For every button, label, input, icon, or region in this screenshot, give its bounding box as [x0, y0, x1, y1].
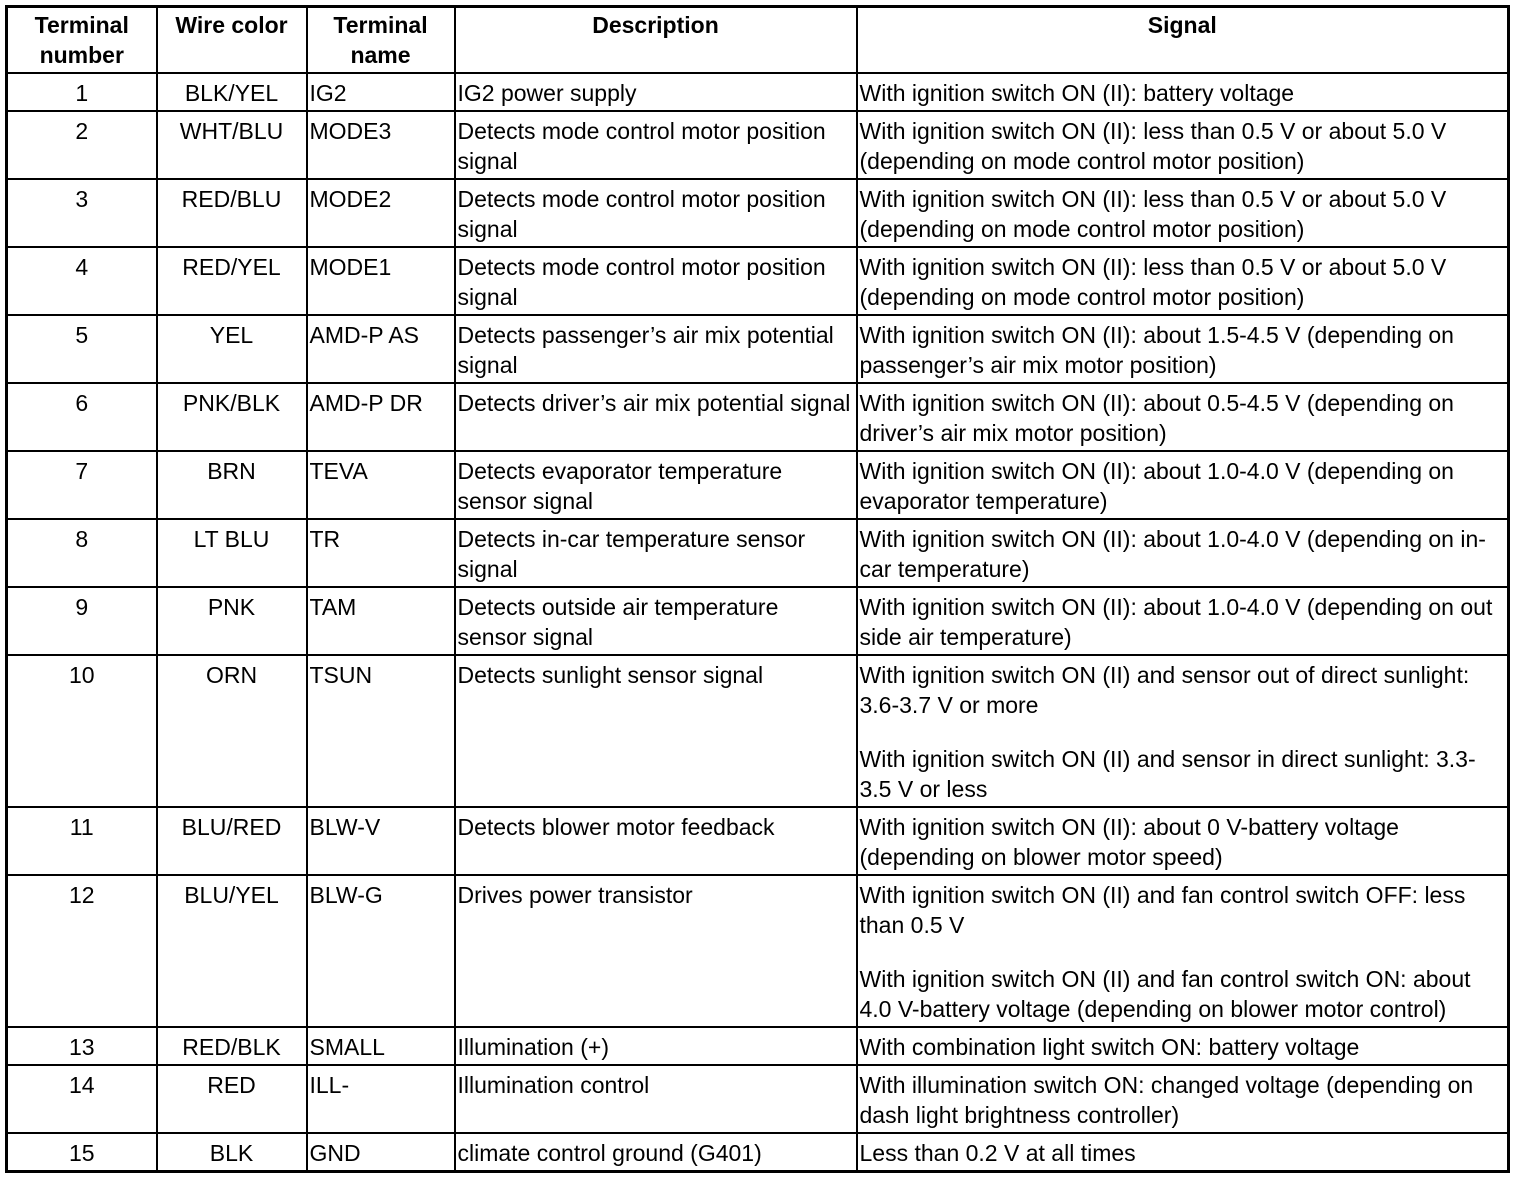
- description-cell: Detects blower motor feedback: [455, 807, 857, 875]
- wire-color-cell: BLU/RED: [157, 807, 307, 875]
- terminal-name-cell: TSUN: [307, 655, 455, 807]
- table-row: [7, 519, 1509, 587]
- table-row: [7, 655, 1509, 807]
- description-cell: Drives power transistor: [455, 875, 857, 1027]
- terminal-name-cell: TR: [307, 519, 455, 587]
- signal-paragraph: With ignition switch ON (II): about 0.5-4.5 V (depending on driver’s air mix motor position): [859, 390, 1454, 446]
- terminal-name-cell: MODE3: [307, 111, 455, 179]
- table-row: [7, 315, 1509, 383]
- terminal-name-cell: TAM: [307, 587, 455, 655]
- wire-color-cell: YEL: [157, 315, 307, 383]
- terminal-name-cell: MODE2: [307, 179, 455, 247]
- terminal-name-cell: BLW-V: [307, 807, 455, 875]
- header-terminal-name: Terminal name: [307, 7, 455, 74]
- table-row: [7, 111, 1509, 179]
- terminal-number-cell: 8: [7, 519, 157, 587]
- table-row: [7, 1027, 1509, 1065]
- signal-cell: [857, 315, 1509, 383]
- description-cell: Detects sunlight sensor signal: [455, 655, 857, 807]
- terminal-number-cell: 7: [7, 451, 157, 519]
- wire-color-cell: RED/YEL: [157, 247, 307, 315]
- signal-paragraph: With ignition switch ON (II): less than 0.5 V or about 5.0 V (depending on mode control motor position): [859, 254, 1447, 310]
- table-row: [7, 1065, 1509, 1133]
- table-row: [7, 247, 1509, 315]
- description-cell: Detects in-car temperature sensor signal: [455, 519, 857, 587]
- header-description: Description: [455, 7, 857, 74]
- signal-paragraph: With combination light switch ON: battery voltage: [859, 1034, 1360, 1060]
- signal-cell: [857, 1133, 1509, 1172]
- signal-cell: [857, 655, 1509, 807]
- terminal-number-cell: 12: [7, 875, 157, 1027]
- signal-paragraph: Less than 0.2 V at all times: [859, 1140, 1136, 1166]
- signal-cell: [857, 247, 1509, 315]
- header-wire-color: Wire color: [157, 7, 307, 74]
- terminal-name-cell: IG2: [307, 73, 455, 111]
- terminal-name-cell: TEVA: [307, 451, 455, 519]
- header-row: [7, 7, 1509, 74]
- signal-paragraph: With illumination switch ON: changed voltage (depending on dash light brightness controller): [859, 1072, 1474, 1128]
- wire-color-cell: RED/BLU: [157, 179, 307, 247]
- description-cell: Detects driver’s air mix potential signal: [455, 383, 857, 451]
- wire-color-cell: LT BLU: [157, 519, 307, 587]
- terminal-name-cell: GND: [307, 1133, 455, 1172]
- signal-cell: [857, 111, 1509, 179]
- description-cell: climate control ground (G401): [455, 1133, 857, 1172]
- terminal-number-cell: 10: [7, 655, 157, 807]
- terminal-number-cell: 11: [7, 807, 157, 875]
- signal-paragraph: With ignition switch ON (II): about 0 V-battery voltage (depending on blower motor speed): [859, 814, 1399, 870]
- signal-paragraph: With ignition switch ON (II): about 1.0-4.0 V (depending on in-car temperature): [859, 526, 1486, 582]
- wire-color-cell: BLK: [157, 1133, 307, 1172]
- signal-cell: [857, 73, 1509, 111]
- terminal-number-cell: 4: [7, 247, 157, 315]
- signal-paragraph: With ignition switch ON (II) and sensor out of direct sunlight: 3.6-3.7 V or more: [859, 662, 1470, 718]
- signal-paragraph: With ignition switch ON (II) and fan control switch ON: about 4.0 V-battery voltage (depending on blower motor control): [859, 966, 1471, 1022]
- terminal-number-cell: 14: [7, 1065, 157, 1133]
- wire-color-cell: PNK: [157, 587, 307, 655]
- signal-paragraph: With ignition switch ON (II): less than 0.5 V or about 5.0 V (depending on mode control motor position): [859, 186, 1447, 242]
- terminal-name-cell: SMALL: [307, 1027, 455, 1065]
- description-cell: Detects mode control motor position signal: [455, 179, 857, 247]
- description-cell: Detects mode control motor position signal: [455, 247, 857, 315]
- wire-color-cell: PNK/BLK: [157, 383, 307, 451]
- wire-color-cell: WHT/BLU: [157, 111, 307, 179]
- wire-color-cell: BRN: [157, 451, 307, 519]
- signal-cell: [857, 519, 1509, 587]
- terminal-number-cell: 3: [7, 179, 157, 247]
- signal-paragraph: With ignition switch ON (II): about 1.0-4.0 V (depending on evaporator temperature): [859, 458, 1454, 514]
- terminal-name-cell: BLW-G: [307, 875, 455, 1027]
- wire-color-cell: RED: [157, 1065, 307, 1133]
- terminal-number-cell: 1: [7, 73, 157, 111]
- table-row: [7, 451, 1509, 519]
- signal-cell: [857, 1027, 1509, 1065]
- wire-color-cell: BLU/YEL: [157, 875, 307, 1027]
- terminal-number-cell: 6: [7, 383, 157, 451]
- description-cell: Illumination control: [455, 1065, 857, 1133]
- terminal-number-cell: 5: [7, 315, 157, 383]
- terminal-number-cell: 9: [7, 587, 157, 655]
- table-row: [7, 807, 1509, 875]
- wire-color-cell: RED/BLK: [157, 1027, 307, 1065]
- description-cell: Illumination (+): [455, 1027, 857, 1065]
- terminal-name-cell: AMD-P AS: [307, 315, 455, 383]
- terminal-table: [5, 5, 1510, 1173]
- description-cell: Detects mode control motor position signal: [455, 111, 857, 179]
- signal-cell: [857, 807, 1509, 875]
- signal-paragraph: With ignition switch ON (II) and fan control switch OFF: less than 0.5 V: [859, 882, 1466, 938]
- terminal-number-cell: 13: [7, 1027, 157, 1065]
- description-cell: Detects evaporator temperature sensor signal: [455, 451, 857, 519]
- header-signal: Signal: [857, 7, 1509, 74]
- table-row: [7, 1133, 1509, 1172]
- signal-cell: [857, 179, 1509, 247]
- signal-cell: [857, 1065, 1509, 1133]
- description-cell: Detects passenger’s air mix potential signal: [455, 315, 857, 383]
- table-row: [7, 383, 1509, 451]
- terminal-number-cell: 15: [7, 1133, 157, 1172]
- wire-color-cell: BLK/YEL: [157, 73, 307, 111]
- signal-cell: [857, 451, 1509, 519]
- table-row: [7, 73, 1509, 111]
- description-cell: IG2 power supply: [455, 73, 857, 111]
- header-terminal-number: Terminal number: [7, 7, 157, 74]
- wire-color-cell: ORN: [157, 655, 307, 807]
- signal-paragraph: With ignition switch ON (II): less than 0.5 V or about 5.0 V (depending on mode control motor position): [859, 118, 1447, 174]
- signal-paragraph: With ignition switch ON (II) and sensor in direct sunlight: 3.3-3.5 V or less: [859, 746, 1476, 802]
- description-cell: Detects outside air temperature sensor signal: [455, 587, 857, 655]
- terminal-name-cell: MODE1: [307, 247, 455, 315]
- table-header: [7, 7, 1509, 74]
- signal-paragraph: With ignition switch ON (II): battery voltage: [859, 80, 1295, 106]
- signal-cell: [857, 875, 1509, 1027]
- table-row: [7, 179, 1509, 247]
- terminal-number-cell: 2: [7, 111, 157, 179]
- table-row: [7, 875, 1509, 1027]
- table-row: [7, 587, 1509, 655]
- signal-cell: [857, 587, 1509, 655]
- signal-paragraph: With ignition switch ON (II): about 1.0-4.0 V (depending on out side air temperature): [859, 594, 1493, 650]
- signal-cell: [857, 383, 1509, 451]
- signal-paragraph: With ignition switch ON (II): about 1.5-4.5 V (depending on passenger’s air mix motor position): [859, 322, 1454, 378]
- terminal-name-cell: ILL-: [307, 1065, 455, 1133]
- terminal-name-cell: AMD-P DR: [307, 383, 455, 451]
- table-body: [7, 73, 1509, 1172]
